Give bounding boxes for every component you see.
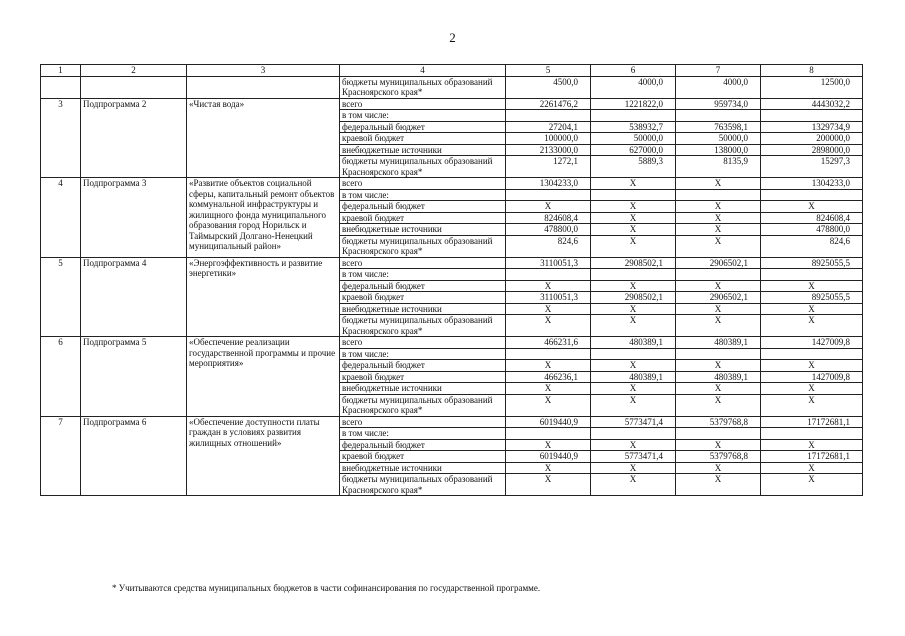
source-label: краевой бюджет xyxy=(340,451,506,463)
value-cell: 5379768,8 xyxy=(676,416,761,428)
value-cell: X xyxy=(676,235,761,257)
source-label: в том числе: xyxy=(340,110,506,122)
value-cell: 4443032,2 xyxy=(761,98,863,110)
value-cell xyxy=(591,110,676,122)
source-label: бюджеты муниципальных образований Красноярского края* xyxy=(340,76,506,98)
value-cell xyxy=(506,428,591,440)
value-cell: 6019440,9 xyxy=(506,451,591,463)
row-number: 3 xyxy=(41,98,81,178)
value-cell: 824,6 xyxy=(761,235,863,257)
value-cell: X xyxy=(591,224,676,236)
value-cell: X xyxy=(676,383,761,395)
source-label: федеральный бюджет xyxy=(340,201,506,213)
source-label: федеральный бюджет xyxy=(340,360,506,372)
value-cell xyxy=(676,110,761,122)
value-cell: X xyxy=(591,360,676,372)
source-label: бюджеты муниципальных образований Красноярского края* xyxy=(340,474,506,496)
value-cell: X xyxy=(761,474,863,496)
value-cell: 2908502,1 xyxy=(591,292,676,304)
value-cell: 8925055,5 xyxy=(761,257,863,269)
value-cell: X xyxy=(676,439,761,451)
value-cell: 4000,0 xyxy=(676,76,761,98)
source-label: федеральный бюджет xyxy=(340,439,506,451)
value-cell: 2908502,1 xyxy=(591,257,676,269)
value-cell xyxy=(676,428,761,440)
value-cell xyxy=(591,428,676,440)
source-label: краевой бюджет xyxy=(340,133,506,145)
source-label: всего xyxy=(340,257,506,269)
value-cell: 480389,1 xyxy=(591,371,676,383)
value-cell: X xyxy=(676,462,761,474)
value-cell: 17172681,1 xyxy=(761,451,863,463)
value-cell: 1427009,8 xyxy=(761,337,863,349)
source-label: федеральный бюджет xyxy=(340,280,506,292)
source-label: всего xyxy=(340,416,506,428)
value-cell: X xyxy=(591,315,676,337)
value-cell: 100000,0 xyxy=(506,133,591,145)
value-cell: 1427009,8 xyxy=(761,371,863,383)
value-cell: X xyxy=(761,360,863,372)
row-number: 4 xyxy=(41,178,81,258)
source-label: в том числе: xyxy=(340,428,506,440)
value-cell: 12500,0 xyxy=(761,76,863,98)
value-cell xyxy=(761,189,863,201)
value-cell: X xyxy=(761,315,863,337)
value-cell: X xyxy=(591,474,676,496)
value-cell: 8925055,5 xyxy=(761,292,863,304)
source-label: всего xyxy=(340,98,506,110)
source-label: всего xyxy=(340,337,506,349)
value-cell: X xyxy=(761,303,863,315)
empty-cell xyxy=(41,76,81,98)
value-cell: 2261476,2 xyxy=(506,98,591,110)
value-cell: 50000,0 xyxy=(676,133,761,145)
value-cell: 2906502,1 xyxy=(676,292,761,304)
value-cell: 478800,0 xyxy=(506,224,591,236)
value-cell: 5773471,4 xyxy=(591,451,676,463)
value-cell: 763598,1 xyxy=(676,121,761,133)
value-cell: 466231,6 xyxy=(506,337,591,349)
value-cell: 824608,4 xyxy=(506,212,591,224)
source-label: внебюджетные источники xyxy=(340,383,506,395)
value-cell: X xyxy=(676,212,761,224)
table-row xyxy=(41,178,863,190)
value-cell: X xyxy=(591,462,676,474)
value-cell xyxy=(676,189,761,201)
value-cell: X xyxy=(506,201,591,213)
value-cell: 538932,7 xyxy=(591,121,676,133)
value-cell: 824608,4 xyxy=(761,212,863,224)
column-header: 8 xyxy=(761,65,863,77)
value-cell: 824,6 xyxy=(506,235,591,257)
table-row xyxy=(41,337,863,349)
value-cell: X xyxy=(761,280,863,292)
row-number: 6 xyxy=(41,337,81,417)
value-cell xyxy=(506,110,591,122)
value-cell xyxy=(676,348,761,360)
source-label: бюджеты муниципальных образований Красноярского края* xyxy=(340,315,506,337)
value-cell: X xyxy=(591,280,676,292)
value-cell: 480389,1 xyxy=(676,337,761,349)
value-cell: 466236,1 xyxy=(506,371,591,383)
value-cell: X xyxy=(761,394,863,416)
value-cell xyxy=(761,110,863,122)
value-cell: 2906502,1 xyxy=(676,257,761,269)
value-cell: 480389,1 xyxy=(591,337,676,349)
column-header: 1 xyxy=(41,65,81,77)
value-cell: 8135,9 xyxy=(676,156,761,178)
value-cell xyxy=(761,269,863,281)
value-cell xyxy=(506,348,591,360)
value-cell: X xyxy=(506,303,591,315)
source-label: внебюджетные источники xyxy=(340,224,506,236)
value-cell: X xyxy=(506,462,591,474)
value-cell: X xyxy=(506,439,591,451)
value-cell: 17172681,1 xyxy=(761,416,863,428)
footnote: * Учитываются средства муниципальных бюджетов в части софинансирования по государственной программе. xyxy=(112,583,541,593)
value-cell: X xyxy=(506,315,591,337)
source-label: краевой бюджет xyxy=(340,371,506,383)
value-cell xyxy=(591,189,676,201)
value-cell: X xyxy=(761,439,863,451)
value-cell: 5889,3 xyxy=(591,156,676,178)
subprogram-name: Подпрограмма 4 xyxy=(81,257,187,337)
value-cell: X xyxy=(676,303,761,315)
source-label: внебюджетные источники xyxy=(340,144,506,156)
value-cell: X xyxy=(591,303,676,315)
value-cell: X xyxy=(591,383,676,395)
value-cell: X xyxy=(761,201,863,213)
value-cell: X xyxy=(676,360,761,372)
column-header: 5 xyxy=(506,65,591,77)
value-cell: 2898000,0 xyxy=(761,144,863,156)
value-cell: X xyxy=(676,394,761,416)
budget-table-body xyxy=(41,65,863,496)
value-cell: 5379768,8 xyxy=(676,451,761,463)
table-row xyxy=(41,257,863,269)
value-cell: X xyxy=(591,235,676,257)
value-cell: X xyxy=(676,224,761,236)
value-cell: 1329734,9 xyxy=(761,121,863,133)
column-header: 7 xyxy=(676,65,761,77)
value-cell: 27204,1 xyxy=(506,121,591,133)
value-cell: X xyxy=(676,280,761,292)
value-cell: X xyxy=(591,439,676,451)
value-cell: 1272,1 xyxy=(506,156,591,178)
source-label: краевой бюджет xyxy=(340,292,506,304)
empty-cell xyxy=(187,76,340,98)
value-cell: X xyxy=(761,462,863,474)
table-header-row xyxy=(41,65,863,77)
page-number: 2 xyxy=(449,30,456,45)
source-label: внебюджетные источники xyxy=(340,303,506,315)
value-cell: 15297,3 xyxy=(761,156,863,178)
value-cell xyxy=(761,428,863,440)
value-cell: X xyxy=(591,201,676,213)
table-row xyxy=(41,98,863,110)
column-header: 3 xyxy=(187,65,340,77)
row-number: 7 xyxy=(41,416,81,496)
value-cell xyxy=(761,348,863,360)
value-cell: 200000,0 xyxy=(761,133,863,145)
value-cell: 138000,0 xyxy=(676,144,761,156)
subprogram-name: Подпрограмма 2 xyxy=(81,98,187,178)
value-cell: 480389,1 xyxy=(676,371,761,383)
budget-table xyxy=(40,64,863,496)
subprogram-title: «Обеспечение реализации государственной программы и прочие мероприятия» xyxy=(187,337,340,417)
value-cell: X xyxy=(506,360,591,372)
source-label: бюджеты муниципальных образований Красноярского края* xyxy=(340,156,506,178)
source-label: всего xyxy=(340,178,506,190)
value-cell: X xyxy=(591,394,676,416)
column-header: 4 xyxy=(340,65,506,77)
value-cell: X xyxy=(761,383,863,395)
source-label: федеральный бюджет xyxy=(340,121,506,133)
value-cell: 3110051,3 xyxy=(506,292,591,304)
value-cell xyxy=(506,269,591,281)
value-cell: 50000,0 xyxy=(591,133,676,145)
value-cell: 478800,0 xyxy=(761,224,863,236)
column-header: 2 xyxy=(81,65,187,77)
value-cell: X xyxy=(676,201,761,213)
value-cell xyxy=(591,348,676,360)
value-cell: X xyxy=(506,474,591,496)
value-cell: X xyxy=(506,280,591,292)
value-cell: X xyxy=(676,315,761,337)
source-label: внебюджетные источники xyxy=(340,462,506,474)
value-cell: X xyxy=(676,178,761,190)
value-cell: 1304233,0 xyxy=(506,178,591,190)
value-cell: X xyxy=(591,178,676,190)
value-cell: 5773471,4 xyxy=(591,416,676,428)
value-cell: 4500,0 xyxy=(506,76,591,98)
subprogram-title: «Энергоэффективность и развитие энергетики» xyxy=(187,257,340,337)
value-cell xyxy=(506,189,591,201)
value-cell: 1304233,0 xyxy=(761,178,863,190)
value-cell xyxy=(591,269,676,281)
subprogram-name: Подпрограмма 6 xyxy=(81,416,187,496)
source-label: в том числе: xyxy=(340,189,506,201)
row-number: 5 xyxy=(41,257,81,337)
subprogram-title: «Развитие объектов социальной сферы, капитальный ремонт объектов коммунальной инфраструктуры и жилищного фонда муниципального образования город Норильск и Таймырский Долгано-Ненецкий муниципальный район» xyxy=(187,178,340,258)
source-label: бюджеты муниципальных образований Красноярского края* xyxy=(340,235,506,257)
value-cell: 2133000,0 xyxy=(506,144,591,156)
source-label: краевой бюджет xyxy=(340,212,506,224)
subprogram-title: «Чистая вода» xyxy=(187,98,340,178)
column-header: 6 xyxy=(591,65,676,77)
source-label: в том числе: xyxy=(340,269,506,281)
subprogram-title: «Обеспечение доступности платы граждан в условиях развития жилищных отношений» xyxy=(187,416,340,496)
value-cell: 1221822,0 xyxy=(591,98,676,110)
continuation-row xyxy=(41,76,863,98)
value-cell: X xyxy=(676,474,761,496)
value-cell: 3110051,3 xyxy=(506,257,591,269)
source-label: в том числе: xyxy=(340,348,506,360)
value-cell: 4000,0 xyxy=(591,76,676,98)
value-cell: 627000,0 xyxy=(591,144,676,156)
value-cell: X xyxy=(591,212,676,224)
subprogram-name: Подпрограмма 5 xyxy=(81,337,187,417)
value-cell xyxy=(676,269,761,281)
value-cell: 6019440,9 xyxy=(506,416,591,428)
source-label: бюджеты муниципальных образований Красноярского края* xyxy=(340,394,506,416)
value-cell: X xyxy=(506,394,591,416)
value-cell: X xyxy=(506,383,591,395)
subprogram-name: Подпрограмма 3 xyxy=(81,178,187,258)
empty-cell xyxy=(81,76,187,98)
table-row xyxy=(41,416,863,428)
value-cell: 959734,0 xyxy=(676,98,761,110)
